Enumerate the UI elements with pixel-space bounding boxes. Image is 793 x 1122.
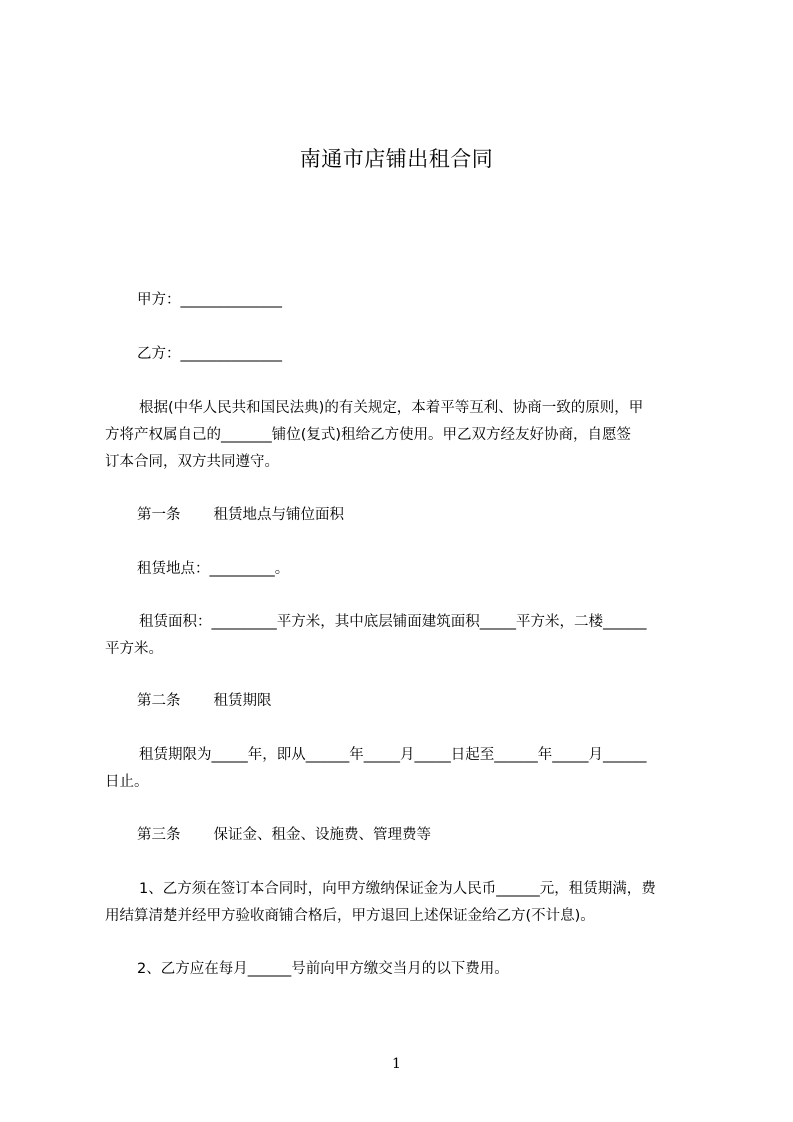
- article-1-title: 租赁地点与铺位面积: [213, 507, 344, 523]
- clause-1-line-1: 1、乙方须在签订本合同时，向甲方缴纳保证金为人民币______元，租赁期满，费: [139, 881, 656, 897]
- article-3-title: 保证金、租金、设施费、管理费等: [213, 827, 431, 843]
- location-line: 租赁地点：_________。: [137, 561, 290, 577]
- term-line-1: 租赁期限为_____年，即从______年_____月_____日起至______年_____月______: [139, 747, 647, 763]
- clause-2-line: 2、乙方应在每月______号前向甲方缴交当月的以下费用。: [137, 961, 509, 977]
- article-2-number: 第二条: [137, 693, 181, 709]
- article-2-title: 租赁期限: [213, 693, 272, 709]
- article-1-number: 第一条: [137, 507, 181, 523]
- preamble-line-1: 根据(中华人民共和国民法典)的有关规定，本着平等互利、协商一致的原则，甲: [139, 400, 644, 416]
- area-line-1: 租赁面积：_________平方米，其中底层铺面建筑面积_____平方米，二楼______: [139, 614, 647, 630]
- article-3-number: 第三条: [137, 827, 181, 843]
- article-3-heading: [137, 825, 431, 845]
- page-number: 1: [392, 1056, 401, 1072]
- preamble-line-2: 方将产权属自己的_______铺位(复式)租给乙方使用。甲乙双方经友好协商，自愿签: [105, 427, 632, 443]
- term-line-2: 日止。: [105, 774, 149, 790]
- party-b-line: 乙方：______________: [137, 346, 282, 362]
- area-line-2: 平方米。: [105, 641, 163, 657]
- preamble-line-3: 订本合同，双方共同遵守。: [105, 454, 279, 470]
- clause-1-line-2: 用结算清楚并经甲方验收商铺合格后，甲方退回上述保证金给乙方(不计息)。: [105, 908, 595, 924]
- party-a-line: 甲方：______________: [137, 292, 282, 308]
- article-1-heading: [137, 505, 344, 525]
- document-title: 南通市店铺出租合同: [299, 147, 494, 171]
- article-2-heading: [137, 691, 272, 711]
